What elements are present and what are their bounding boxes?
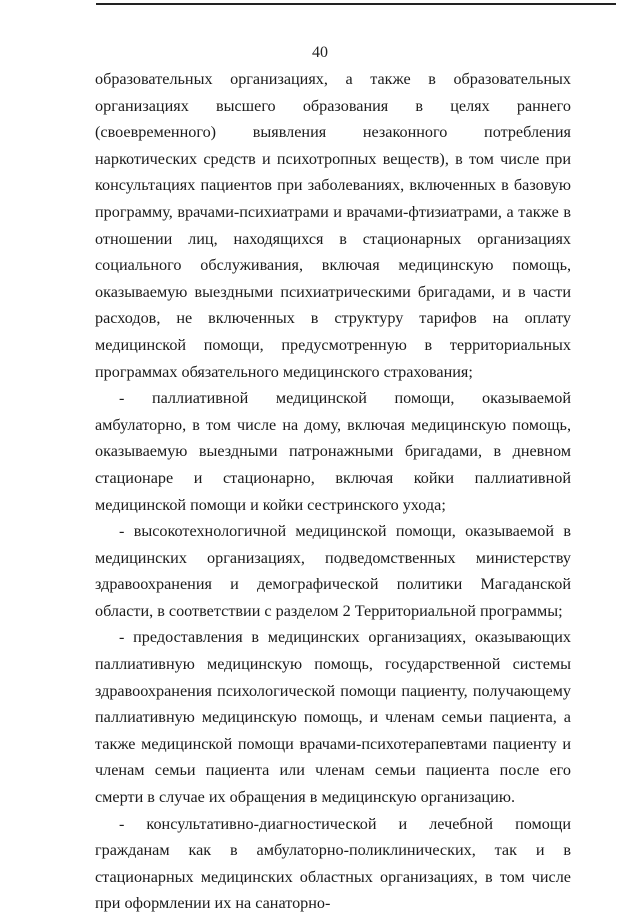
paragraph-psychological-help: - предоставления в медицинских организациях, оказывающих паллиативную медицинскую помощь, государственной системы здравоохранения психологической помощи пациенту, получающему паллиативную медицинскую помощь, и членам семьи пациента, а также медицинской помощи врачами-психотерапевтами пациенту и членам семьи пациента или членам семьи пациента после его смерти в случае их обращения в медицинскую организацию. [95, 628, 571, 807]
top-rule [96, 3, 616, 5]
paragraph-high-tech-care: - высокотехнологичной медицинской помощи, оказываемой в медицинских организациях, подведомственных министерству здравоохранения и демографической политики Магаданской области, в соответствии с разделом 2 Территориальной программы; [95, 522, 571, 620]
page-number: 40 [312, 44, 328, 61]
paragraph-consultative-care: - консультативно-диагностической и лечебной помощи гражданам как в амбулаторно-поликлинических, так и в стационарных медицинских областных организациях, в том числе при оформлении их на санаторно- [95, 814, 571, 913]
page-body [95, 66, 571, 917]
paragraph-continuation: образовательных организациях, а также в образовательных организациях высшего образования в целях раннего (своевременного) выявления незаконного потребления наркотических средств и психотропных веществ), в том числе при консультациях пациентов при заболеваниях, включенных в базовую программу, врачами-психиатрами и врачами-фтизиатрами, а также в отношении лиц, находящихся в стационарных организациях социального обслуживания, включая медицинскую помощь, оказываемую выездными психиатрическими бригадами, и в части расходов, не включенных в структуру тарифов на оплату медицинской помощи, предусмотренную в территориальных программах обязательного медицинского страхования; [95, 70, 571, 381]
paragraph-palliative-care: - паллиативной медицинской помощи, оказываемой амбулаторно, в том числе на дому, включая медицинскую помощь, оказываемую выездными патронажными бригадами, в дневном стационаре и стационарно, включая койки паллиативной медицинской помощи и койки сестринского ухода; [95, 389, 571, 514]
